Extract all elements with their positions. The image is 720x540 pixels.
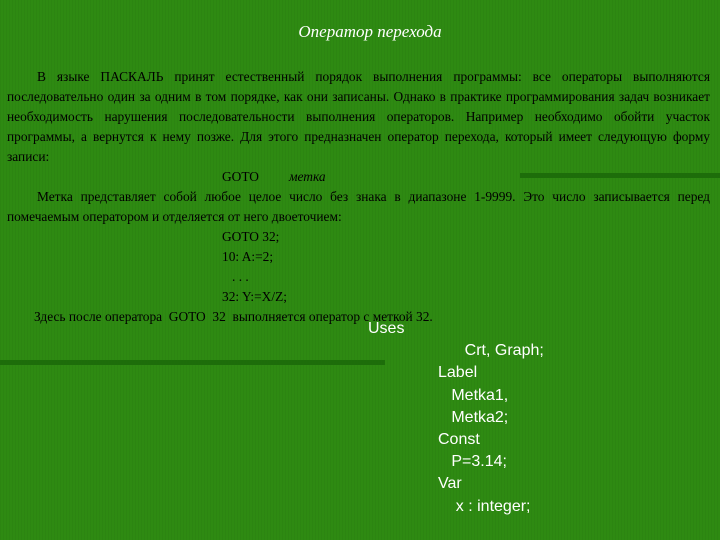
example-line-3: . . . (222, 269, 249, 284)
goto-syntax-line (7, 167, 710, 187)
code-listing (368, 318, 544, 518)
example-line-4: 32: Y:=X/Z; (222, 289, 287, 304)
slide-title: Оператор перехода (298, 22, 442, 41)
body-text (7, 67, 710, 327)
code-line: Metka1, (438, 386, 509, 404)
conclusion-line: Здесь после оператора GOTO 32 выполняется оператор с меткой 32. (34, 309, 433, 324)
example-line-2: 10: A:=2; (222, 249, 274, 264)
code-line: Metka2; (438, 408, 509, 426)
code-line: Label (438, 364, 478, 382)
code-line: Crt, Graph; (438, 342, 544, 360)
code-line: Const (438, 430, 480, 448)
code-line: Var (438, 475, 462, 493)
label-paragraph: Метка представляет собой любое целое число без знака в диапазоне 1-9999. Это число записывается перед помечаемым оператором и отделяется от него двоеточием: (7, 189, 710, 224)
intro-paragraph: В языке ПАСКАЛЬ принят естественный порядок выполнения программы: все операторы выполняются последовательно один за одним в том порядке, как они записаны. Однако в практике программирования задач возникает необходимость нарушения последовательности выполнения операторов. Например необходимо обойти участок программы, а вернутся к нему позже. Для этого предназначен оператор перехода, который имеет следующую форму записи: (7, 69, 710, 164)
code-line: x : integer; (438, 497, 531, 515)
decorative-divider-left (0, 360, 385, 365)
code-line: Uses (368, 320, 405, 337)
goto-keyword: GOTO (222, 169, 259, 184)
code-line: P=3.14; (438, 453, 507, 471)
example-line-1: GOTO 32; (222, 229, 280, 244)
goto-label-param: метка (289, 169, 326, 184)
